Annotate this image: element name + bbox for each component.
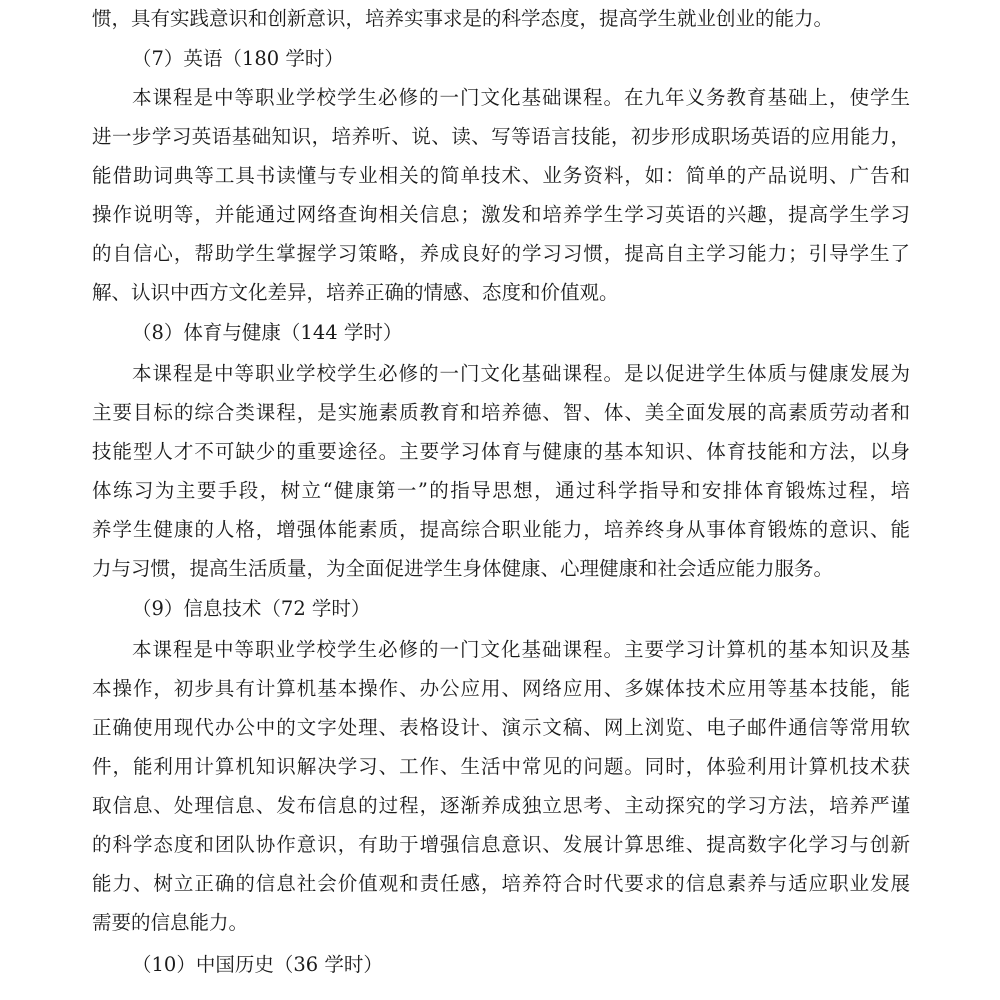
paragraph-line: 解、认识中西方文化差异，培养正确的情感、态度和价值观。 bbox=[92, 281, 619, 304]
paragraph-line: 的科学态度和团队协作意识，有助于增强信息意识、发展计算思维、提高数字化学习与创新 bbox=[92, 833, 910, 856]
paragraph-line: 本操作，初步具有计算机基本操作、办公应用、网络应用、多媒体技术应用等基本技能，能 bbox=[92, 677, 910, 700]
paragraph-line: 力与习惯，提高生活质量，为全面促进学生身体健康、心理健康和社会适应能力服务。 bbox=[92, 557, 834, 580]
section-heading-english: （7）英语（180 学时） bbox=[132, 47, 344, 70]
paragraph-line: 主要目标的综合类课程，是实施素质教育和培养德、智、体、美全面发展的高素质劳动者和 bbox=[92, 401, 910, 424]
paragraph-line: 本课程是中等职业学校学生必修的一门文化基础课程。在九年义务教育基础上，使学生 bbox=[132, 86, 910, 109]
paragraph-line: 取信息、处理信息、发布信息的过程，逐渐养成独立思考、主动探究的学习方法，培养严谨 bbox=[92, 794, 910, 817]
paragraph-line: 本课程是中等职业学校学生必修的一门文化基础课程。是以促进学生体质与健康发展为 bbox=[132, 362, 910, 385]
paragraph-line: 需要的信息能力。 bbox=[92, 911, 249, 934]
paragraph-line: 技能型人才不可缺少的重要途径。主要学习体育与健康的基本知识、体育技能和方法，以身 bbox=[92, 440, 910, 463]
paragraph-line: 养学生健康的人格，增强体能素质，提高综合职业能力，培养终身从事体育锻炼的意识、能 bbox=[92, 518, 910, 541]
paragraph-line: 能力、树立正确的信息社会价值观和责任感，培养符合时代要求的信息素养与适应职业发展 bbox=[92, 872, 910, 895]
paragraph-line: 的自信心，帮助学生掌握学习策略，养成良好的学习习惯，提高自主学习能力；引导学生了 bbox=[92, 242, 910, 265]
section-heading-chinese-history: （10）中国历史（36 学时） bbox=[132, 953, 383, 976]
section-heading-it: （9）信息技术（72 学时） bbox=[132, 597, 371, 620]
paragraph-line: 件，能利用计算机知识解决学习、工作、生活中常见的问题。同时，体验利用计算机技术获 bbox=[92, 755, 910, 778]
paragraph-line: 正确使用现代办公中的文字处理、表格设计、演示文稿、网上浏览、电子邮件通信等常用软 bbox=[92, 716, 910, 739]
paragraph-line: 进一步学习英语基础知识，培养听、说、读、写等语言技能，初步形成职场英语的应用能力， bbox=[92, 125, 910, 148]
paragraph-line: 操作说明等，并能通过网络查询相关信息；激发和培养学生学习英语的兴趣，提高学生学习 bbox=[92, 203, 910, 226]
paragraph-line: 本课程是中等职业学校学生必修的一门文化基础课程。主要学习计算机的基本知识及基 bbox=[132, 638, 910, 661]
paragraph-line: 能借助词典等工具书读懂与专业相关的简单技术、业务资料，如：简单的产品说明、广告和 bbox=[92, 164, 910, 187]
paragraph-line: 惯，具有实践意识和创新意识，培养实事求是的科学态度，提高学生就业创业的能力。 bbox=[92, 7, 834, 30]
section-heading-pe-health: （8）体育与健康（144 学时） bbox=[132, 321, 403, 344]
paragraph-line: 体练习为主要手段，树立“健康第一”的指导思想，通过科学指导和安排体育锻炼过程，培 bbox=[92, 479, 910, 502]
